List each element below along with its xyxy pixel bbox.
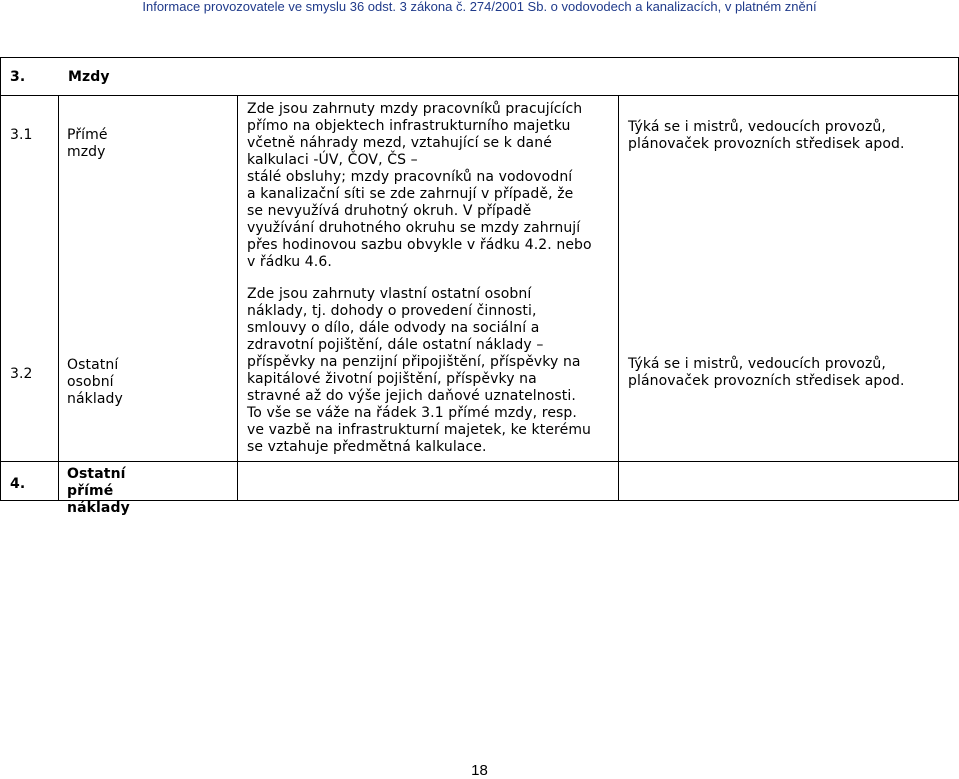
- text-line: kalkulaci -ÚV, ČOV, ČS –: [247, 152, 418, 168]
- text-line: zdravotní pojištění, dále ostatní náklady –: [247, 337, 544, 353]
- text-line: stravné až do výše jejich daňové uznatelnosti.: [247, 388, 576, 404]
- column-divider: [0, 57, 1, 501]
- row-name: Přímé mzdy: [67, 127, 108, 160]
- text-line: v řádku 4.6.: [247, 254, 332, 270]
- text-line: příspěvky na penzijní připojištění, příspěvky na: [247, 354, 581, 370]
- row-description: [247, 101, 617, 271]
- text-line: plánovaček provozních středisek apod.: [628, 373, 905, 389]
- document-header: [0, 0, 959, 14]
- row-note: [628, 119, 956, 153]
- text-line: se vztahuje předmětná kalkulace.: [247, 439, 487, 455]
- text-line: stálé obsluhy; mzdy pracovníků na vodovodní: [247, 169, 573, 185]
- text-line: se nevyužívá druhotný okruh. V případě: [247, 203, 532, 219]
- text-line: To vše se váže na řádek 3.1 přímé mzdy, resp.: [247, 405, 577, 421]
- text-line: Týká se i mistrů, vedoucích provozů,: [628, 119, 886, 135]
- row-description: [247, 286, 617, 456]
- text-line: včetně náhrady mezd, vztahující se k dané: [247, 135, 552, 151]
- text-line: ve vazbě na infrastrukturní majetek, ke kterému: [247, 422, 592, 438]
- row-note: [628, 356, 956, 390]
- row-number: 3.2: [10, 366, 33, 382]
- text-line: přímo na objektech infrastrukturního majetku: [247, 118, 571, 134]
- text-line: plánovaček provozních středisek apod.: [628, 136, 905, 152]
- text-line: přes hodinovou sazbu obvykle v řádku 4.2. nebo: [247, 237, 592, 253]
- table-top-border: [0, 57, 959, 58]
- text-line: kapitálové životní pojištění, příspěvky na: [247, 371, 537, 387]
- text-line: využívání druhotného okruhu se mzdy zahrnují: [247, 220, 581, 236]
- column-divider: [618, 95, 619, 501]
- page-number: 18: [471, 762, 488, 779]
- row-divider: [0, 95, 959, 96]
- text-line: Zde jsou zahrnuty vlastní ostatní osobní: [247, 286, 532, 302]
- text-line: náklady, tj. dohody o provedení činnosti,: [247, 303, 537, 319]
- row-divider: [0, 461, 959, 462]
- column-divider: [58, 95, 59, 501]
- text-line: Týká se i mistrů, vedoucích provozů,: [628, 356, 886, 372]
- header-text: Informace provozovatele ve smyslu 36 odst. 3 zákona č. 274/2001 Sb. o vodovodech a kanalizacích, v platném znění: [142, 0, 817, 14]
- text-line: náklady: [67, 391, 123, 407]
- text-line: smlouvy o dílo, dále odvody na sociální a: [247, 320, 540, 336]
- section-number: 3.: [10, 69, 26, 85]
- row-number: 4.: [10, 476, 26, 492]
- row-name: [67, 357, 123, 408]
- table-bottom-border: [0, 500, 959, 501]
- row-name: [67, 466, 130, 517]
- column-divider: [237, 95, 238, 501]
- section-title: Mzdy: [68, 69, 110, 85]
- text-line: Zde jsou zahrnuty mzdy pracovníků pracujících: [247, 101, 583, 117]
- text-line: náklady: [67, 500, 130, 516]
- text-line: Ostatní přímé: [67, 466, 126, 499]
- text-line: a kanalizační síti se zde zahrnují v případě, že: [247, 186, 574, 202]
- row-number: 3.1: [10, 127, 33, 143]
- text-line: Ostatní osobní: [67, 357, 119, 390]
